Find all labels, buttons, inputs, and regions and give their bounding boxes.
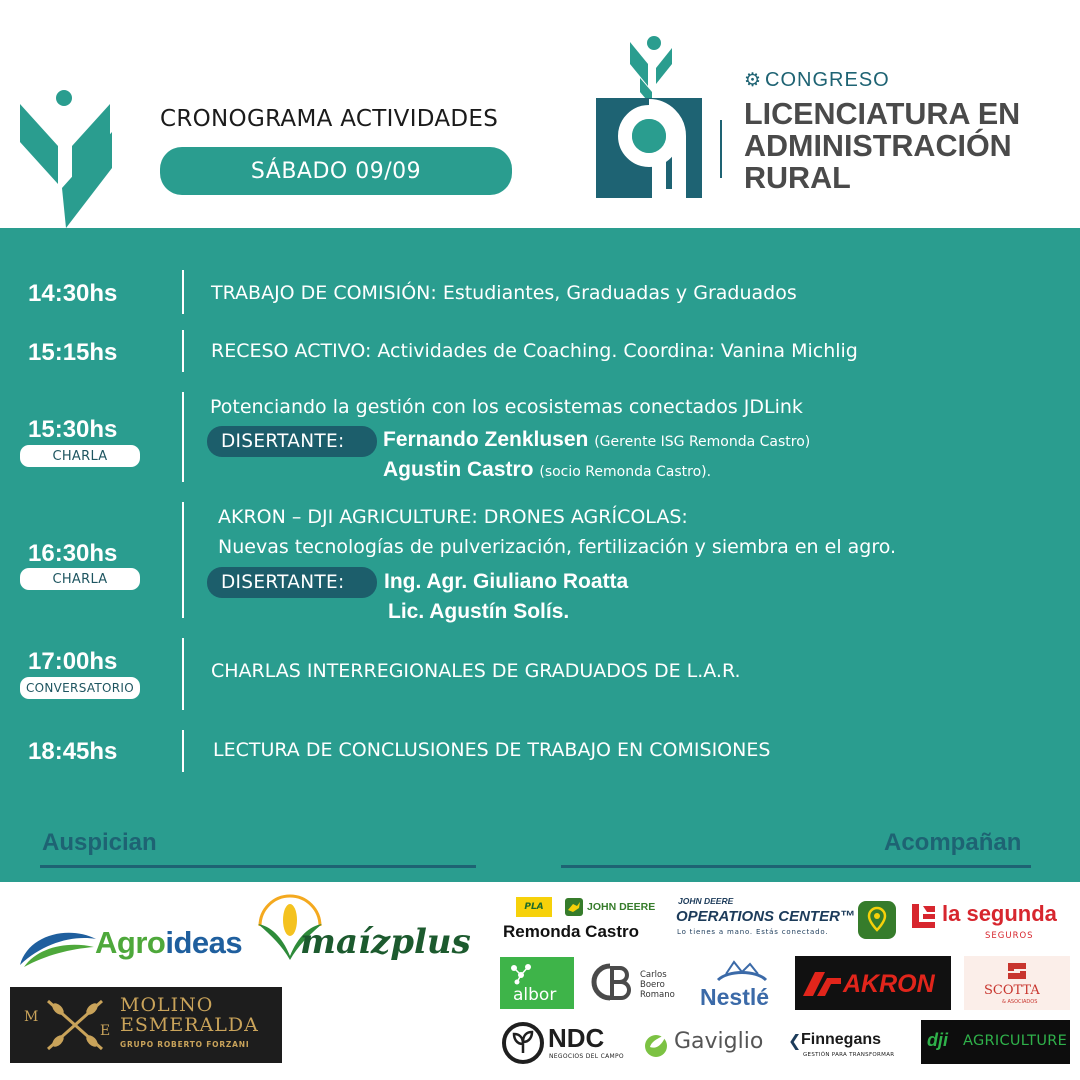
molino-name (120, 995, 259, 1035)
agroideas-swoosh-icon (18, 925, 98, 969)
activity-1630-desc: Nuevas tecnologías de pulverización, fertilización y siembra en el agro. (218, 536, 897, 558)
ops-center-brand: JOHN DEERE (678, 896, 734, 906)
albor-nodes-icon (509, 963, 533, 985)
speaker-role: (socio Remonda Castro). (539, 464, 712, 480)
congress-title (744, 98, 1074, 194)
speaker-1 (383, 428, 810, 452)
maizplus-logo: maízplus (300, 922, 471, 962)
cbr-line3: Romano (640, 990, 675, 1000)
university-icon: ⚙ (744, 70, 763, 91)
time-1845: 18:45hs (28, 738, 118, 765)
akron-mark-icon (801, 970, 843, 998)
time-1630: 16:30hs (28, 540, 118, 567)
congress-label (744, 69, 890, 92)
activity-1845: LECTURA DE CONCLUSIONES DE TRABAJO EN COMISIONES (213, 739, 771, 761)
activity-1430: TRABAJO DE COMISIÓN: Estudiantes, Graduadas y Graduados (211, 282, 797, 304)
activity-1530: Potenciando la gestión con los ecosistemas conectados JDLink (210, 396, 803, 418)
tag-charla: CHARLA (20, 445, 140, 467)
ndc-leaf-icon (502, 1022, 544, 1064)
albor-text: albor (513, 985, 557, 1005)
row-divider (182, 730, 184, 772)
activity-1515: RECESO ACTIVO: Actividades de Coaching. Coordina: Vanina Michlig (211, 340, 858, 362)
molino-line2: ESMERALDA (120, 1014, 259, 1036)
time-1530: 15:30hs (28, 416, 118, 443)
header-divider (720, 120, 722, 178)
congress-title-line3: RURAL (744, 161, 851, 195)
header (0, 0, 1080, 228)
albor-logo (500, 957, 574, 1009)
schedule-title: CRONOGRAMA ACTIVIDADES (160, 106, 499, 132)
partners-underline (561, 865, 1031, 868)
row-divider (182, 502, 184, 618)
agroideas-part1: Agro (95, 925, 166, 960)
dji-text: AGRICULTURE (963, 1033, 1068, 1049)
agroideas-part2: ideas (165, 925, 243, 960)
cbr-line2: Boero (640, 980, 665, 990)
sponsors-heading: Auspician (42, 829, 157, 856)
john-deere-text: JOHN DEERE (587, 901, 656, 913)
scotta-text: SCOTTA (984, 983, 1040, 998)
speaker-label: DISERTANTE: (207, 567, 377, 598)
ndc-logo: NDC (548, 1023, 605, 1053)
speaker-role: (Gerente ISG Remonda Castro) (594, 434, 811, 450)
activity-1630-title: AKRON – DJI AGRICULTURE: DRONES AGRÍCOLAS: (218, 506, 688, 528)
akron-text: AKRON (843, 970, 935, 998)
dji-agriculture-logo (921, 1020, 1070, 1064)
time-1700: 17:00hs (28, 648, 118, 675)
plant-logo-icon (18, 88, 116, 230)
gaviglio-drop-icon (642, 1030, 670, 1058)
date-badge: SÁBADO 09/09 (160, 147, 512, 195)
agroideas-logo (95, 925, 242, 961)
pla-logo: PLA (516, 897, 552, 917)
molino-esmeralda-logo (10, 987, 282, 1063)
speaker-4: Lic. Agustín Solís. (388, 600, 570, 623)
nestle-logo: Nestlé (700, 984, 770, 1010)
john-deere-deer-icon (565, 898, 583, 916)
molino-initial-e: E (100, 1023, 111, 1039)
scotta-subtitle: & ASOCIADOS (1002, 999, 1038, 1005)
activity-1700: CHARLAS INTERREGIONALES DE GRADUADOS DE L.A.R. (211, 660, 741, 682)
gaviglio-logo: Gaviglio (674, 1029, 764, 1054)
partners-heading: Acompañan (884, 829, 1022, 856)
speaker-name: Agustin Castro (383, 458, 534, 481)
time-1430: 14:30hs (28, 280, 118, 307)
cbr-name (640, 970, 675, 1000)
time-1515: 15:15hs (28, 339, 118, 366)
speaker-name: Fernando Zenklusen (383, 428, 589, 451)
row-divider (182, 638, 184, 710)
sponsors-underline (40, 865, 476, 868)
congress-title-line2: ADMINISTRACIÓN (744, 129, 1012, 163)
molino-subtitle: GRUPO ROBERTO FORZANI (120, 1040, 250, 1049)
ops-center-pin-icon (858, 901, 896, 939)
tag-charla: CHARLA (20, 568, 140, 590)
row-divider (182, 330, 184, 372)
ops-center-logo: OPERATIONS CENTER™ (676, 908, 855, 925)
speaker-2 (383, 458, 711, 482)
la-segunda-mark-icon (909, 902, 937, 930)
row-divider (182, 392, 184, 482)
congress-title-line1: LICENCIATURA EN (744, 97, 1021, 131)
scotta-logo (964, 956, 1070, 1010)
finnegans-arrow-icon: ❮ (788, 1031, 802, 1050)
speaker-3: Ing. Agr. Giuliano Roatta (384, 570, 629, 593)
molino-initial-m: M (24, 1009, 39, 1025)
tag-conversatorio: CONVERSATORIO (20, 677, 140, 699)
ndc-subtitle: NEGOCIOS DEL CAMPO (549, 1053, 624, 1060)
congress-label-text: CONGRESO (765, 69, 890, 91)
ops-center-tagline: Lo tienes a mano. Estás conectado. (677, 928, 829, 936)
dji-mark-icon: dji (927, 1030, 948, 1050)
congress-09-logo-icon (596, 34, 702, 198)
cbr-monogram-icon (590, 960, 634, 1004)
la-segunda-logo: la segunda (942, 901, 1057, 926)
scotta-mark-icon (1004, 959, 1030, 983)
cbr-line1: Carlos (640, 970, 667, 980)
molino-line1: MOLINO (120, 994, 214, 1016)
finnegans-logo: Finnegans (801, 1031, 882, 1048)
remonda-castro-logo: Remonda Castro (503, 922, 640, 941)
nestle-nest-icon (712, 958, 772, 986)
la-segunda-subtitle: SEGUROS (985, 931, 1034, 941)
row-divider (182, 270, 184, 314)
akron-logo (795, 956, 951, 1010)
speaker-label: DISERTANTE: (207, 426, 377, 457)
finnegans-subtitle: GESTIÓN PARA TRANSFORMAR (803, 1052, 895, 1058)
